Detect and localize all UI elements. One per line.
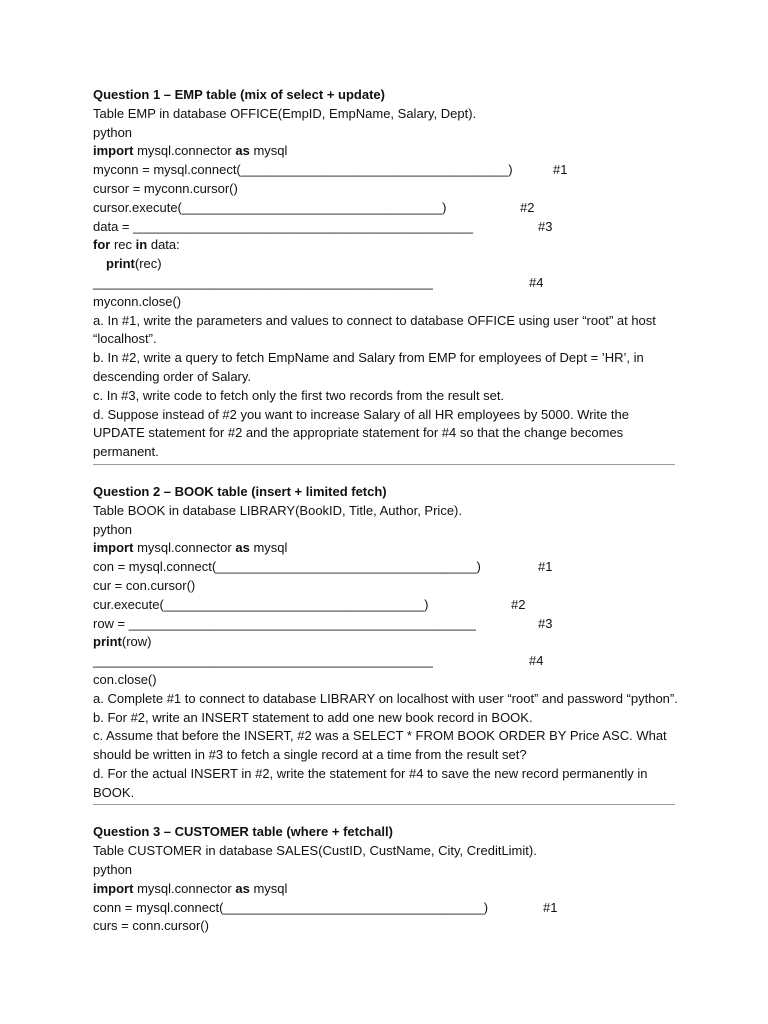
q2-as-kw: as — [235, 540, 250, 556]
q3-import-line — [93, 880, 683, 899]
q1-import-line — [93, 142, 683, 161]
q1-data-mark: #3 — [538, 218, 553, 234]
q2-cursor: cur = con.cursor() — [93, 577, 196, 593]
q2-row-line — [93, 615, 683, 634]
q1-intro: Table EMP in database OFFICE(EmpID, EmpName, Salary, Dept). — [93, 105, 477, 121]
q2-connect-line — [93, 558, 683, 577]
q1-for-line — [93, 236, 683, 255]
q2-row: row = ________________________________________________ — [93, 615, 476, 631]
q2-part-b: b. For #2, write an INSERT statement to add one new book record in BOOK. — [93, 709, 533, 725]
q1-part-d: d. Suppose instead of #2 you want to increase Salary of all HR employees by 5000. Write the UPDATE statement for #2 and the appropriate statement for #4 so that the change becomes permanent. — [93, 406, 629, 460]
q2-intro: Table BOOK in database LIBRARY(BookID, Title, Author, Price). — [93, 502, 462, 518]
q2-print-line — [93, 633, 683, 652]
q2-part-a: a. Complete #1 to connect to database LIBRARY on localhost with user “root” and password “python”. — [93, 690, 678, 706]
q2-title: Question 2 – BOOK table (insert + limited fetch) — [93, 483, 387, 499]
q2-import-mod: mysql.connector — [137, 540, 232, 556]
q1-blank: _______________________________________________ — [93, 274, 433, 290]
q2-print-kw: print — [93, 634, 122, 650]
q3-connect-mark: #1 — [543, 899, 558, 915]
q3-intro: Table CUSTOMER in database SALES(CustID, CustName, City, CreditLimit). — [93, 843, 537, 859]
q1-print-kw: print — [106, 256, 135, 272]
q2-connect-mark: #1 — [538, 559, 553, 575]
q2-blank-mark: #4 — [529, 653, 544, 669]
q1-import-alias: mysql — [253, 143, 288, 159]
q1-import-kw: import — [93, 143, 134, 159]
q2-blank-line — [93, 652, 683, 671]
q2-lang: python — [93, 521, 133, 537]
q2-print-arg: (row) — [121, 634, 152, 650]
q3-connect-line — [93, 899, 683, 918]
q1-part-b: b. In #2, write a query to fetch EmpName and Salary from EMP for employees of Dept = ’HR’, in descending order of Salary. — [93, 350, 644, 384]
q2-blank: _______________________________________________ — [93, 653, 433, 669]
q1-close: myconn.close() — [93, 293, 182, 309]
q3-title: Question 3 – CUSTOMER table (where + fetchall) — [93, 824, 393, 840]
q3-connect: conn = mysql.connect(____________________________________) — [93, 899, 489, 915]
q3-import-alias: mysql — [253, 880, 288, 896]
document-content — [93, 86, 683, 936]
q1-execute-line — [93, 199, 683, 218]
q1-cursor: cursor = myconn.cursor() — [93, 180, 238, 196]
q1-connect-line — [93, 161, 683, 180]
q2-part-d: d. For the actual INSERT in #2, write the statement for #4 to save the new record permanently in BOOK. — [93, 765, 648, 800]
q3-cursor: curs = conn.cursor() — [93, 918, 209, 934]
q2-execute-line — [93, 596, 683, 615]
q1-part-c: c. In #3, write code to fetch only the first two records from the result set. — [93, 387, 505, 403]
q1-print-arg: (rec) — [134, 256, 162, 272]
q2-execute: cur.execute(____________________________________) — [93, 596, 429, 612]
q1-title: Question 1 – EMP table (mix of select + update) — [93, 87, 385, 102]
q1-data: data = _______________________________________________ — [93, 218, 473, 234]
q1-part-a: a. In #1, write the parameters and values to connect to database OFFICE using user “root” at host “localhost”. — [93, 312, 656, 347]
q1-lang: python — [93, 124, 133, 140]
q1-in-kw: in — [135, 237, 148, 253]
q1-blank-line — [93, 274, 683, 293]
q2-connect: con = mysql.connect(____________________________________) — [93, 559, 481, 575]
q1-print-line — [93, 255, 683, 274]
q1-import-mod: mysql.connector — [137, 143, 232, 159]
q1-execute: cursor.execute(____________________________________) — [93, 199, 447, 215]
q1-connect-mark: #1 — [553, 162, 568, 178]
q3-import-mod: mysql.connector — [137, 880, 232, 896]
q1-for-var: rec — [113, 237, 133, 253]
q1-data-line — [93, 218, 683, 237]
q1-connect: myconn = mysql.connect(_____________________________________) — [93, 162, 513, 178]
q1-blank-mark: #4 — [529, 274, 544, 290]
q2-execute-mark: #2 — [511, 596, 526, 612]
q3-import-kw: import — [93, 880, 134, 896]
q2-import-kw: import — [93, 540, 134, 556]
q2-import-alias: mysql — [253, 540, 288, 556]
q3-as-kw: as — [235, 880, 250, 896]
q1-for-rest: data: — [150, 237, 180, 253]
q2-import-line — [93, 539, 683, 558]
q1-for-kw: for — [93, 237, 111, 253]
q1-execute-mark: #2 — [520, 199, 535, 215]
q2-part-c: c. Assume that before the INSERT, #2 was a SELECT * FROM BOOK ORDER BY Price ASC. What should be written in #3 to fetch a single record at a time from the result set? — [93, 728, 667, 763]
q3-lang: python — [93, 862, 133, 878]
q2-row-mark: #3 — [538, 615, 553, 631]
q2-close: con.close() — [93, 671, 157, 687]
q1-as-kw: as — [235, 143, 250, 159]
